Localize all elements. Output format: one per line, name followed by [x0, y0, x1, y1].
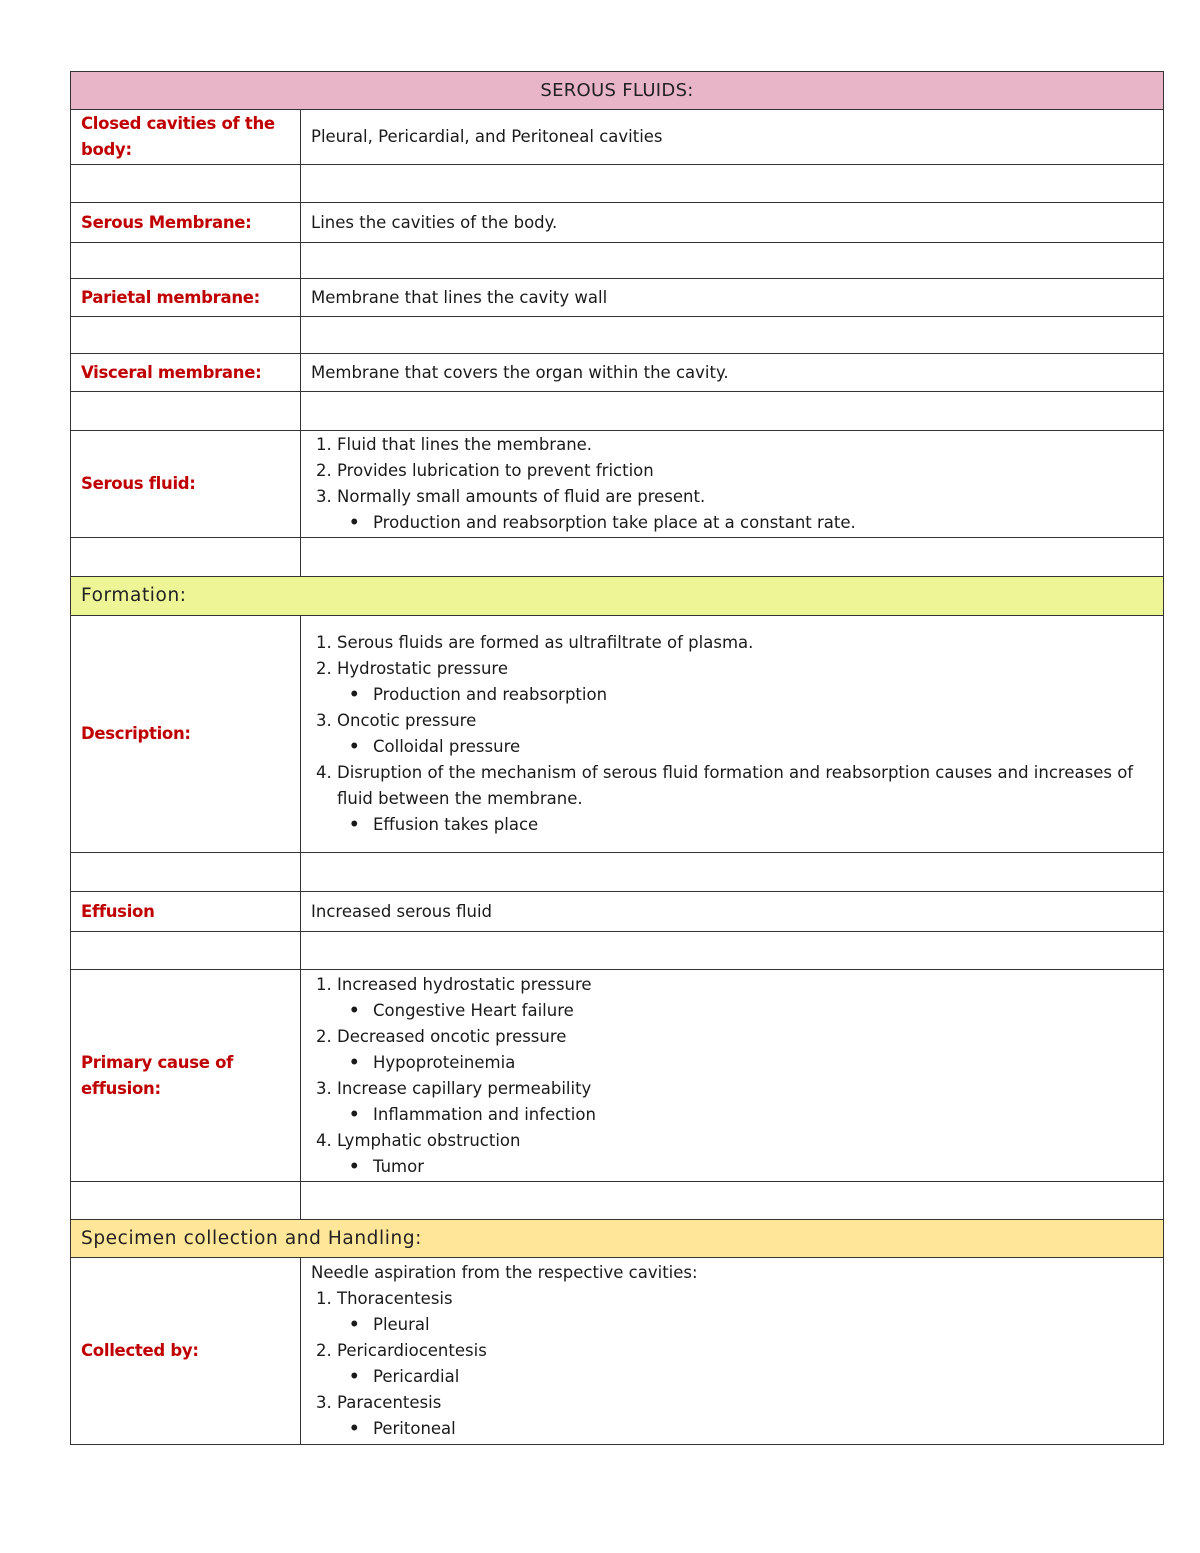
serous-fluid-list — [311, 432, 1153, 536]
list-item-text: Fluid that lines the membrane. — [337, 435, 593, 454]
list-item-text: Normally small amounts of fluid are present. — [337, 487, 706, 506]
specimen-heading: Specimen collection and Handling: — [81, 1227, 423, 1249]
serous-fluid-row — [71, 431, 1164, 538]
list-item — [337, 708, 1153, 760]
description-label: Description: — [71, 616, 301, 853]
sub-list-item: • Tumor — [373, 1154, 1153, 1180]
sub-list-item: • Production and reabsorption — [373, 682, 1153, 708]
list-item — [337, 1128, 1153, 1180]
closed-cavities-row — [71, 110, 1164, 165]
list-item-text: Increase capillary permeability — [337, 1078, 592, 1098]
sub-list — [337, 998, 1153, 1024]
sub-list-item: • Pericardial — [373, 1364, 1153, 1390]
formation-heading: Formation: — [81, 585, 187, 606]
spacer-row — [71, 243, 1164, 279]
list-item — [337, 1286, 1153, 1338]
formation-heading-row — [71, 577, 1164, 616]
list-item-text: Disruption of the mechanism of serous fluid formation and reabsorption causes and increases of fluid between the membrane. — [337, 763, 1134, 808]
parietal-membrane-row — [71, 279, 1164, 317]
list-item — [337, 1390, 1153, 1442]
list-item — [337, 484, 1153, 536]
serous-fluids-table — [70, 71, 1164, 1445]
sub-list-item: • Pleural — [373, 1312, 1153, 1338]
spacer-cell — [301, 317, 1164, 354]
effusion-value: Increased serous fluid — [301, 892, 1164, 932]
sub-list — [337, 1102, 1153, 1128]
closed-cavities-label: Closed cavities of the body: — [71, 110, 301, 165]
specimen-heading-row — [71, 1220, 1164, 1258]
spacer-cell — [71, 243, 301, 279]
sub-list — [337, 1416, 1153, 1442]
collected-by-intro: Needle aspiration from the respective cavities: — [311, 1263, 698, 1282]
formation-list — [311, 630, 1153, 838]
collected-by-row — [71, 1258, 1164, 1445]
effusion-label: Effusion — [71, 892, 301, 932]
closed-cavities-value: Pleural, Pericardial, and Peritoneal cavities — [301, 110, 1164, 165]
collected-by-label: Collected by: — [71, 1258, 301, 1445]
title-row — [71, 72, 1164, 110]
list-item — [337, 760, 1153, 838]
sub-list — [337, 812, 1153, 838]
serous-fluid-label: Serous fluid: — [71, 431, 301, 538]
list-item-text: Lymphatic obstruction — [337, 1130, 521, 1150]
serous-fluid-value — [301, 431, 1164, 538]
spacer-cell — [301, 932, 1164, 970]
sub-list-item: • Colloidal pressure — [373, 734, 1153, 760]
list-item — [337, 458, 1153, 484]
serous-membrane-label: Serous Membrane: — [71, 203, 301, 243]
visceral-membrane-row — [71, 354, 1164, 392]
list-item — [337, 1024, 1153, 1076]
sub-list-item: • Peritoneal — [373, 1416, 1153, 1442]
list-item — [337, 656, 1153, 708]
visceral-membrane-label: Visceral membrane: — [71, 354, 301, 392]
spacer-cell — [71, 932, 301, 970]
sub-list — [337, 1154, 1153, 1180]
sub-list — [337, 1364, 1153, 1390]
sub-list-item: • Inflammation and infection — [373, 1102, 1153, 1128]
list-item-text: Oncotic pressure — [337, 711, 477, 730]
spacer-cell — [301, 243, 1164, 279]
primary-cause-row — [71, 970, 1164, 1182]
list-item — [337, 1076, 1153, 1128]
list-item-text: Increased hydrostatic pressure — [337, 974, 592, 994]
sub-list-item: • Production and reabsorption take place at a constant rate. — [373, 510, 1153, 536]
list-item-text: Pericardiocentesis — [337, 1341, 487, 1360]
description-value — [301, 616, 1164, 853]
serous-membrane-value: Lines the cavities of the body. — [301, 203, 1164, 243]
spacer-cell — [71, 165, 301, 203]
document-title: SEROUS FLUIDS: — [540, 79, 694, 101]
list-item — [337, 972, 1153, 1024]
spacer-row — [71, 932, 1164, 970]
sub-list — [337, 734, 1153, 760]
visceral-membrane-value: Membrane that covers the organ within the cavity. — [301, 354, 1164, 392]
spacer-row — [71, 392, 1164, 431]
serous-membrane-row — [71, 203, 1164, 243]
sub-list — [337, 510, 1153, 536]
sub-list — [337, 682, 1153, 708]
list-item-text: Thoracentesis — [337, 1289, 453, 1308]
collection-method-list — [311, 1286, 1153, 1442]
spacer-cell — [301, 165, 1164, 203]
spacer-cell — [71, 392, 301, 431]
sub-list — [337, 1050, 1153, 1076]
spacer-cell — [301, 1182, 1164, 1220]
parietal-membrane-value: Membrane that lines the cavity wall — [301, 279, 1164, 317]
spacer-cell — [71, 1182, 301, 1220]
description-row — [71, 616, 1164, 853]
spacer-cell — [71, 853, 301, 892]
spacer-row — [71, 853, 1164, 892]
list-item-text: Hydrostatic pressure — [337, 659, 508, 678]
spacer-cell — [71, 538, 301, 577]
collected-by-value — [301, 1258, 1164, 1445]
list-item — [337, 432, 1153, 458]
list-item-text: Decreased oncotic pressure — [337, 1026, 567, 1046]
spacer-cell — [301, 853, 1164, 892]
title-cell — [71, 72, 1164, 110]
list-item — [337, 630, 1153, 656]
list-item-text: Paracentesis — [337, 1393, 442, 1412]
effusion-row — [71, 892, 1164, 932]
spacer-row — [71, 1182, 1164, 1220]
spacer-cell — [301, 392, 1164, 431]
primary-cause-list — [311, 972, 1153, 1180]
formation-heading-cell — [71, 577, 1164, 616]
primary-cause-value — [301, 970, 1164, 1182]
spacer-row — [71, 538, 1164, 577]
sub-list — [337, 1312, 1153, 1338]
spacer-row — [71, 165, 1164, 203]
spacer-cell — [301, 538, 1164, 577]
spacer-row — [71, 317, 1164, 354]
list-item-text: Provides lubrication to prevent friction — [337, 461, 654, 480]
spacer-cell — [71, 317, 301, 354]
sub-list-item: • Hypoproteinemia — [373, 1050, 1153, 1076]
primary-cause-label: Primary cause of effusion: — [71, 970, 301, 1182]
list-item — [337, 1338, 1153, 1390]
sub-list-item: • Effusion takes place — [373, 812, 1153, 838]
list-item-text: Serous fluids are formed as ultrafiltrate of plasma. — [337, 633, 754, 652]
sub-list-item: • Congestive Heart failure — [373, 998, 1153, 1024]
specimen-heading-cell — [71, 1220, 1164, 1258]
parietal-membrane-label: Parietal membrane: — [71, 279, 301, 317]
